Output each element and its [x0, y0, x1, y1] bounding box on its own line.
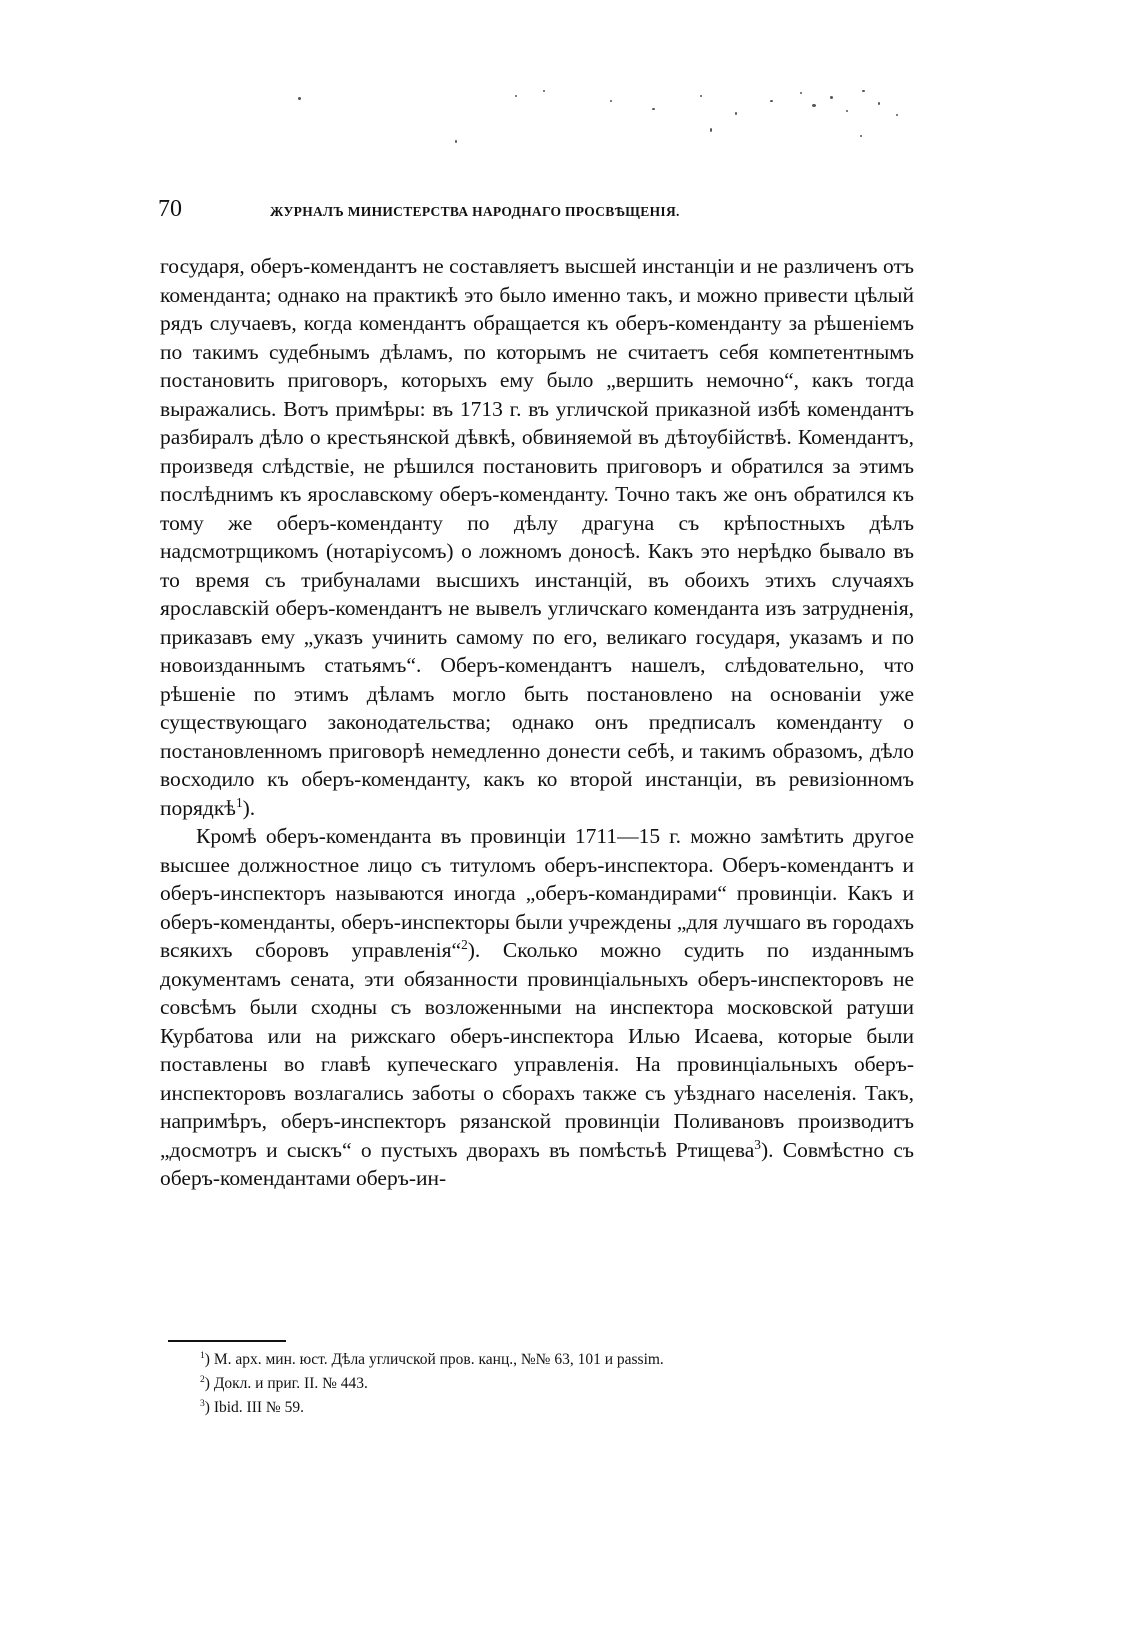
- footnote-text: ) М. арх. мин. юст. Дѣла угличской пров. канц., №№ 63, 101 и passim.: [204, 1351, 664, 1368]
- speck: [735, 112, 737, 115]
- speck: [543, 90, 545, 92]
- paragraph-2-middle: ). Сколько можно судить по изданнымъ документамъ сената, эти обязанности провинціальныхъ оберъ-инспекторовъ не совсѣмъ были сходны съ возложенными на инспектора московской ратуши Курбатова или на рижскаго оберъ-инспектора Илью Исаева, которые были поставлены во главѣ купеческаго управленія. На провинціальныхъ оберъ-инспекторовъ возлагались заботы о сборахъ также съ уѣзднаго населенія. Такъ, напримѣръ, оберъ-инспекторъ рязанской провинціи Поливановъ производитъ „досмотръ и сыскъ“ о пустыхъ дворахъ въ помѣстьѣ Ртищева: [160, 938, 914, 1162]
- footnote-ref-3: 3: [754, 1136, 761, 1152]
- speck: [298, 97, 301, 100]
- footnote-divider: [168, 1340, 286, 1342]
- speck: [830, 96, 833, 99]
- footnote-ref-1: 1: [235, 794, 243, 810]
- main-text: [160, 252, 914, 1193]
- footnote-marker: 2: [200, 1373, 205, 1385]
- running-title: ЖУРНАЛЪ МИНИСТЕРСТВА НАРОДНАГО ПРОСВѢЩЕНІЯ.: [270, 204, 680, 219]
- footnote-2: [200, 1372, 920, 1396]
- speck: [846, 110, 848, 112]
- footnote-marker: 3: [200, 1397, 205, 1409]
- speck: [700, 95, 702, 97]
- paragraph-2-tail: ). Совмѣстно съ оберъ-комендантами оберъ-ин-: [160, 1137, 915, 1190]
- speck: [515, 95, 517, 97]
- speck: [610, 100, 612, 102]
- speck: [710, 128, 712, 132]
- footnote-1: [200, 1348, 920, 1372]
- speck: [862, 90, 865, 92]
- paragraph-1-text: государя, оберъ-комендантъ не составляетъ высшей инстанціи и не различенъ отъ коменданта; однако на практикѣ это было именно такъ, и можно привести цѣлый рядъ случаевъ, когда комендантъ обращается къ оберъ-коменданту за рѣшеніемъ по такимъ судебнымъ дѣламъ, по которымъ не считаетъ себя компетентнымъ постановить приговоръ, которыхъ ему было „вершить немочно“, какъ тогда выражались. Вотъ примѣры: въ 1713 г. въ угличской приказной избѣ комендантъ разбиралъ дѣло о крестьянской дѣвкѣ, обвиняемой въ дѣтоубійствѣ. Комендантъ, произведя слѣдствіе, не рѣшился постановить приговоръ и обратился за этимъ послѣднимъ къ ярославскому оберъ-коменданту. Точно такъ же онъ обратился къ тому же оберъ-коменданту по дѣлу драгуна съ крѣпостныхъ дѣлъ надсмотрщикомъ (нотаріусомъ) о ложномъ доносѣ. Какъ это нерѣдко бывало въ то время съ трибуналами высшихъ инстанцій, въ обоихъ этихъ случаяхъ ярославскій оберъ-комендантъ не вывелъ угличскаго коменданта изъ затрудненія, приказавъ ему „указъ учинить самому по его, великаго государя, указамъ и по новоизданнымъ статьямъ“. Оберъ-комендантъ нашелъ, слѣдовательно, что рѣшеніе по этимъ дѣламъ могло быть постановлено на основаніи уже существующаго законодательства; однако онъ предписалъ коменданту о постановленномъ приговорѣ немедленно донести себѣ, и такимъ образомъ, дѣло восходило къ оберъ-коменданту, какъ ко второй инстанціи, въ ревизіонномъ порядкѣ: [160, 254, 914, 820]
- footnote-text: ) Ibid. III № 59.: [204, 1399, 304, 1416]
- speck: [770, 100, 773, 102]
- footnote-3: [200, 1396, 920, 1420]
- page-number: 70: [158, 196, 182, 222]
- paragraph-2-text: Кромѣ оберъ-коменданта въ провинціи 1711—15 г. можно замѣтить другое высшее должностное лицо съ титуломъ оберъ-инспектора. Оберъ-комендантъ и оберъ-инспекторъ называются иногда „оберъ-командирами“ провинціи. Какъ и оберъ-коменданты, оберъ-инспекторы были учреждены „для лучшаго въ городахъ всякихъ сборовъ управленія“: [160, 824, 914, 962]
- paragraph-1: [160, 252, 914, 822]
- speck: [652, 108, 655, 110]
- speck: [896, 114, 898, 116]
- speck: [860, 135, 862, 137]
- page-header: [158, 196, 918, 230]
- footnote-marker: 1: [200, 1349, 205, 1361]
- footnote-ref-2: 2: [461, 936, 468, 952]
- footnotes: [200, 1348, 920, 1420]
- footnote-text: ) Докл. и приг. II. № 443.: [204, 1375, 368, 1392]
- speck: [800, 92, 802, 94]
- speck: [812, 104, 816, 107]
- paragraph-1-tail: ).: [242, 795, 256, 820]
- speck: [878, 102, 880, 105]
- speck: [455, 140, 457, 143]
- paragraph-2: [160, 822, 914, 1193]
